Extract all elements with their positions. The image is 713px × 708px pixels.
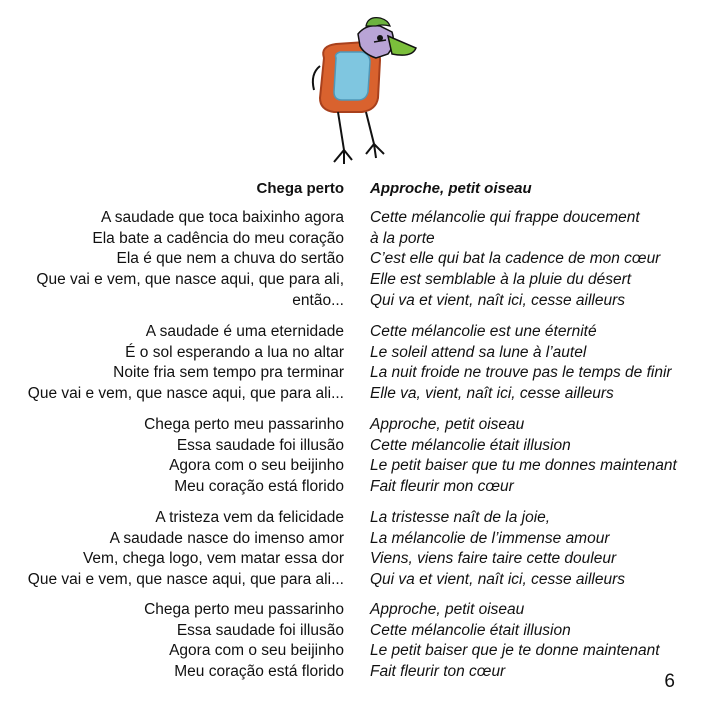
verse-line: Fait fleurir ton cœur	[370, 663, 506, 681]
verse-line: Chega perto meu passarinho	[144, 416, 344, 433]
verse-line: Meu coração está florido	[174, 478, 344, 496]
verse-line: La nuit froide ne trouve pas le temps de finir	[370, 364, 672, 382]
verse-line: Chega perto meu passarinho	[144, 601, 344, 618]
portuguese-stanza-3	[0, 415, 344, 498]
verse-line: Ela bate a cadência do meu coração	[92, 229, 344, 247]
verse-line: Cette mélancolie était illusion	[370, 621, 571, 639]
verse-line: Qui va et vient, naît ici, cesse ailleurs	[370, 291, 626, 309]
verse-line: A saudade que toca baixinho agora	[100, 209, 344, 226]
bird-drawing-icon	[296, 14, 420, 170]
verse-line: então...	[292, 291, 344, 309]
verse-line: Viens, viens faire taire cette douleur	[370, 550, 617, 568]
verse-line: Fait fleurir mon cœur	[370, 478, 514, 496]
verse-line: Le petit baiser que je te donne maintenant	[370, 642, 660, 660]
bird-belly	[334, 52, 370, 100]
verse-line: Ela é que nem a chuva do sertão	[116, 250, 344, 268]
french-stanza-5	[370, 600, 710, 683]
portuguese-stanza-4	[0, 508, 344, 591]
verse-line: É o sol esperando a lua no altar	[125, 343, 344, 361]
bird-beak	[388, 36, 416, 55]
bird-crest	[366, 18, 390, 26]
verse-line: Que vai e vem, que nasce aqui, que para ali...	[27, 385, 344, 403]
verse-line: A saudade é uma eternidade	[145, 323, 344, 340]
verse-line: La mélancolie de l’immense amour	[370, 529, 610, 547]
portuguese-title: Chega perto	[256, 180, 344, 197]
verse-line: Cette mélancolie qui frappe doucement	[370, 209, 640, 226]
verse-line: Qui va et vient, naît ici, cesse ailleurs	[370, 571, 626, 589]
french-stanza-2	[370, 322, 710, 405]
verse-line: Elle est semblable à la pluie du désert	[370, 271, 632, 289]
verse-line: Essa saudade foi illusão	[176, 436, 344, 454]
verse-line: Le soleil attend sa lune à l’autel	[370, 343, 587, 361]
verse-line: Approche, petit oiseau	[370, 601, 525, 618]
verse-line: Agora com o seu beijinho	[169, 642, 344, 660]
verse-line: Cette mélancolie était illusion	[370, 436, 571, 454]
verse-line: A tristeza vem da felicidade	[155, 509, 344, 526]
verse-line: Essa saudade foi illusão	[176, 621, 344, 639]
french-stanza-1	[370, 208, 710, 312]
verse-line: à la porte	[370, 229, 435, 247]
verse-line: Que vai e vem, que nasce aqui, que para ali...	[27, 571, 344, 589]
bird-leg-right	[366, 112, 374, 144]
verse-line: Noite fria sem tempo pra terminar	[113, 364, 344, 382]
verse-line: Cette mélancolie est une éternité	[370, 323, 597, 340]
bird-leg-left	[338, 112, 344, 150]
verse-line: Que vai e vem, que nasce aqui, que para ali,	[36, 271, 344, 289]
french-stanza-4	[370, 508, 710, 591]
verse-line: Le petit baiser que tu me donnes maintenant	[370, 457, 677, 475]
french-stanza-3	[370, 415, 710, 498]
verse-line: La tristesse naît de la joie,	[370, 509, 551, 526]
verse-line: Agora com o seu beijinho	[169, 457, 344, 475]
verse-line: Meu coração está florido	[174, 663, 344, 681]
page-number: 6	[664, 671, 675, 692]
verse-line: C’est elle qui bat la cadence de mon cœur	[370, 250, 661, 268]
french-title: Approche, petit oiseau	[370, 180, 532, 197]
verse-line: Elle va, vient, naît ici, cesse ailleurs	[370, 385, 614, 403]
portuguese-stanza-5	[0, 600, 344, 683]
verse-line: Approche, petit oiseau	[370, 416, 525, 433]
portuguese-stanza-2	[0, 322, 344, 405]
portuguese-stanza-1	[0, 208, 344, 312]
verse-line: A saudade nasce do imenso amor	[109, 529, 344, 547]
verse-line: Vem, chega logo, vem matar essa dor	[82, 550, 344, 568]
